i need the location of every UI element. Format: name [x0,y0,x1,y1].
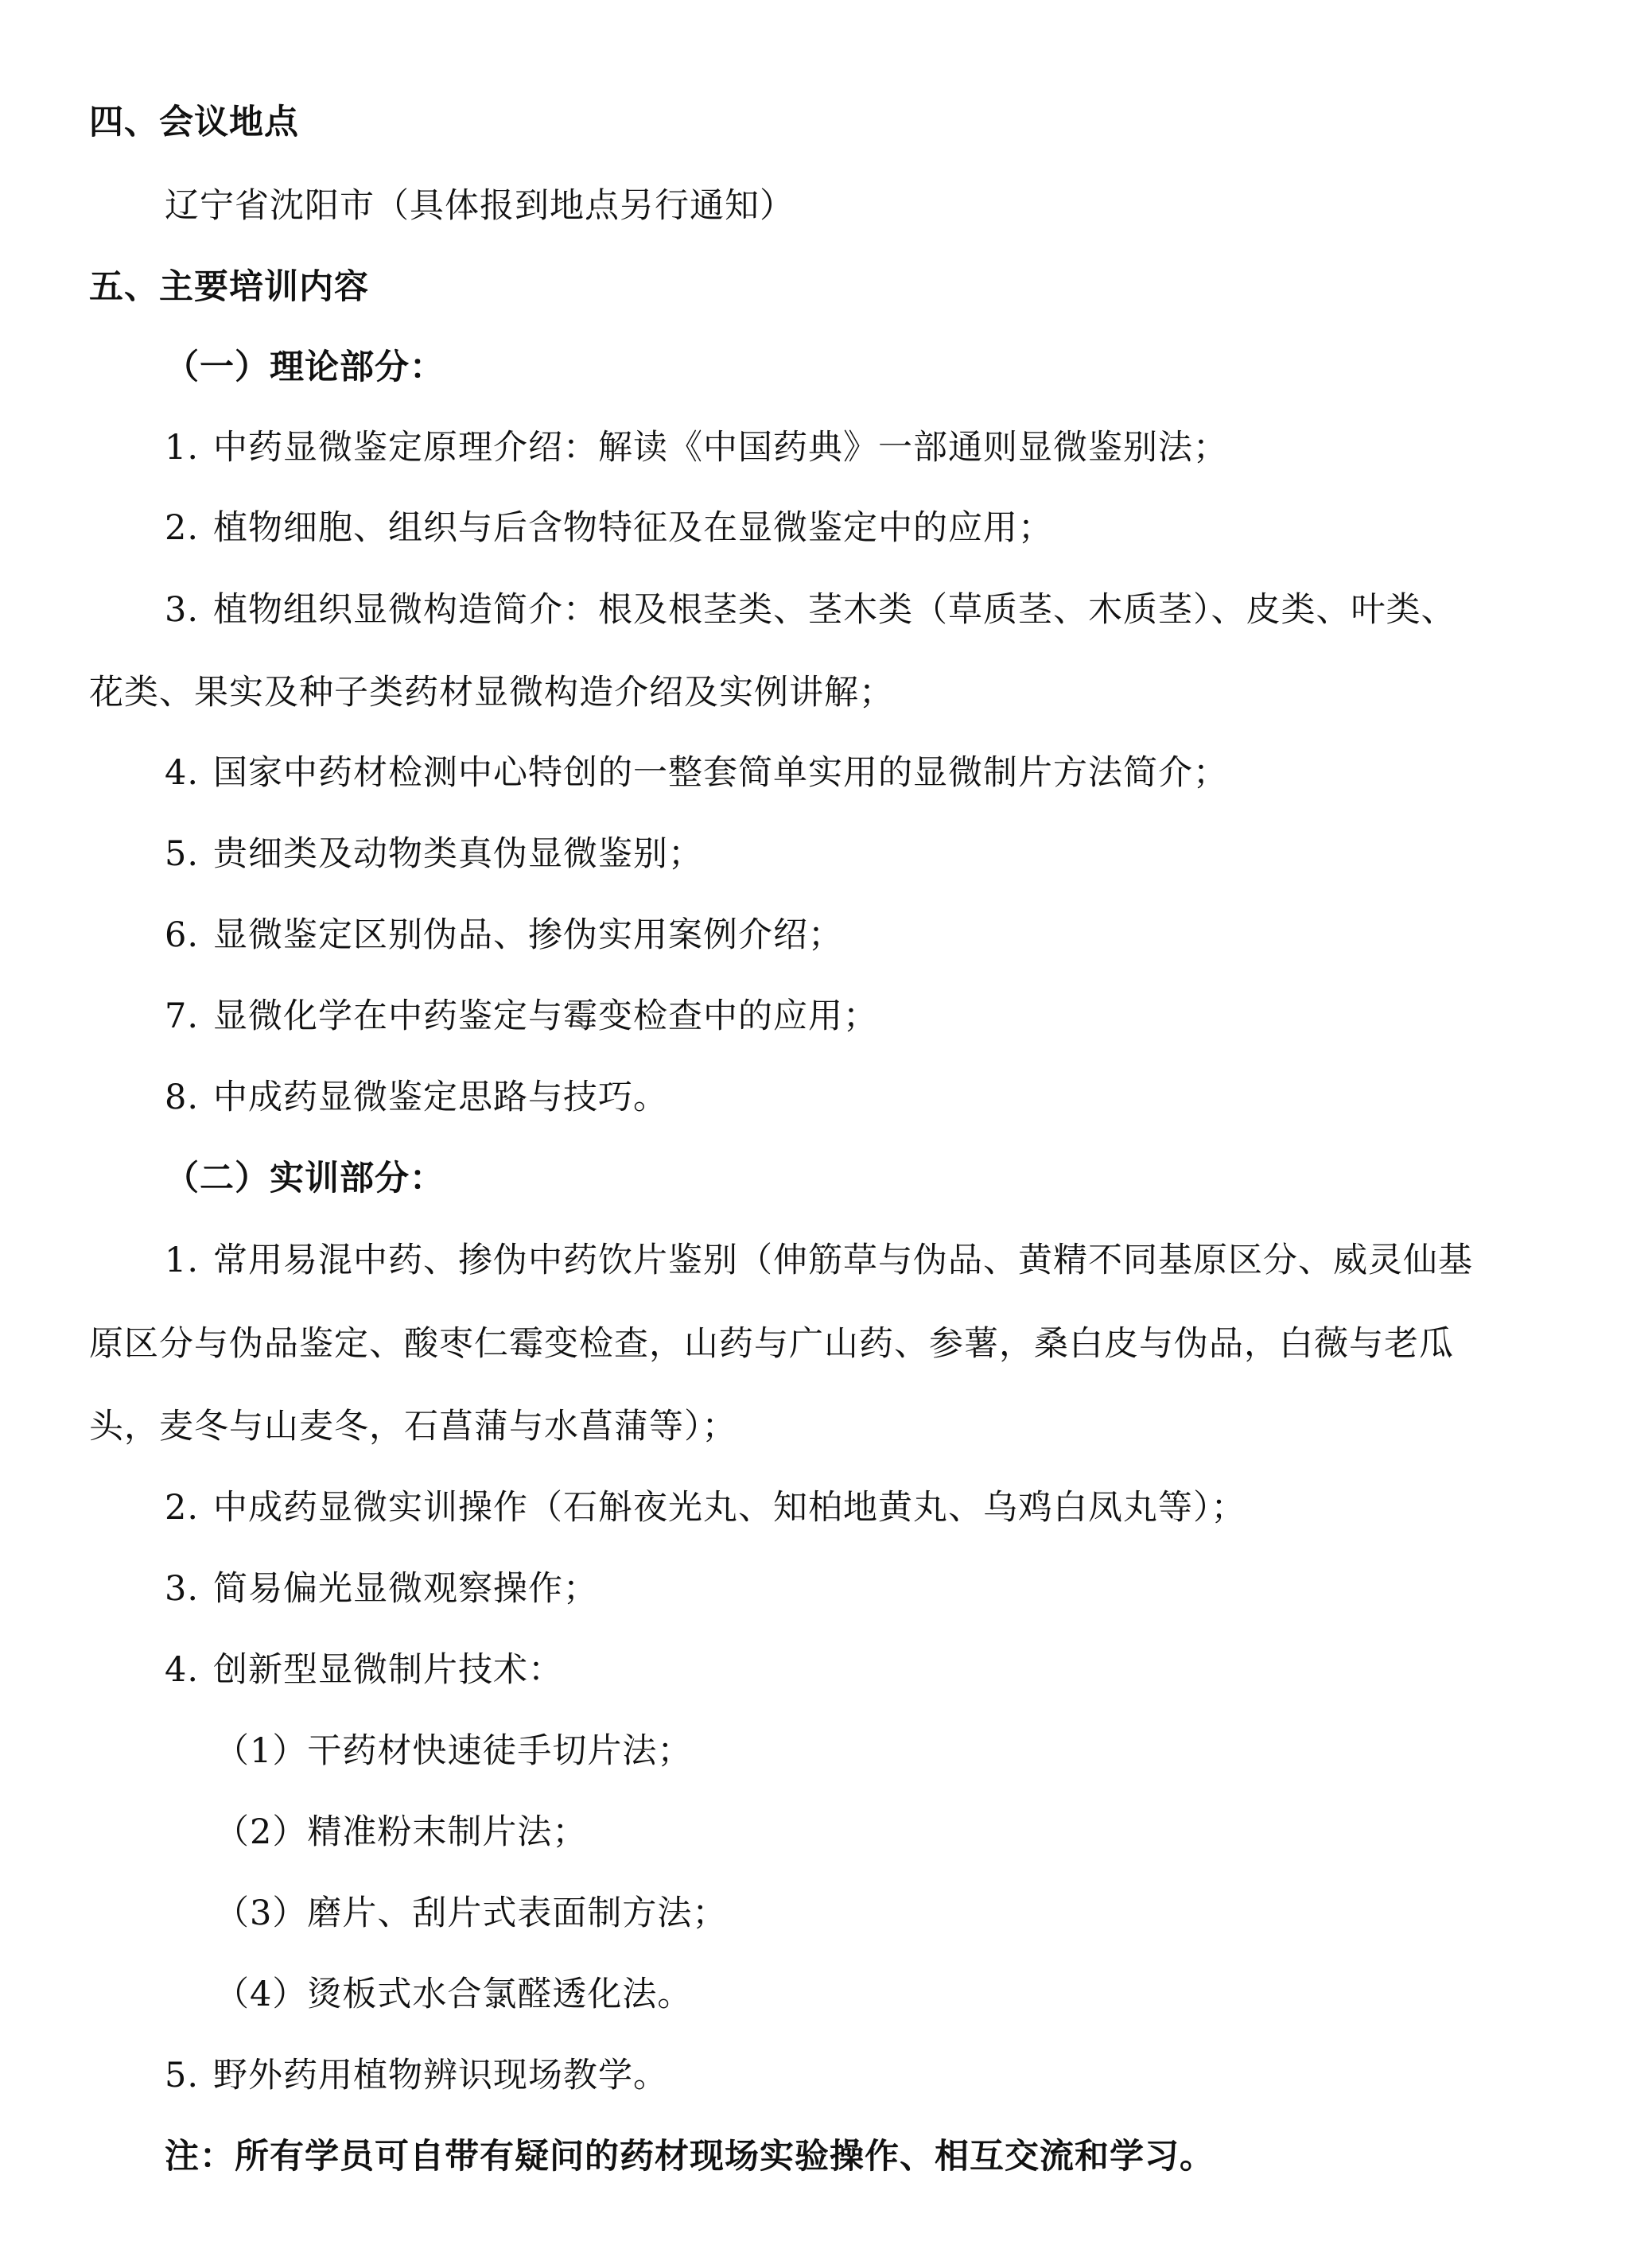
practice-item-1-continued-a: 原区分与伪品鉴定、酸枣仁霉变检查，山药与广山药、参薯，桑白皮与伪品，白薇与老瓜 [89,1324,1454,1364]
practice-item-3 [165,1565,598,1613]
item-text: 贵细类及动物类真伪显微鉴别； [213,834,704,874]
theory-item-2 [165,504,1053,552]
practice-sub-item-3: （3）磨片、刮片式表面制方法； [215,1893,728,1933]
item-number: 1. [165,1241,200,1280]
theory-item-3-continued: 花类、果实及种子类药材显微构造介绍及实例讲解； [89,673,894,713]
item-text: 中药显微鉴定原理介绍：解读《中国药典》一部通则显微鉴别法； [213,428,1229,468]
item-number: 5. [165,834,200,874]
note: 注：所有学员可自带有疑问的药材现场实验操作、相互交流和学习。 [165,2137,1215,2177]
section4-location: 辽宁省沈阳市（具体报到地点另行通知） [165,186,795,226]
item-text: 中成药显微实训操作（石斛夜光丸、知柏地黄丸、乌鸡白凤丸等）； [213,1488,1246,1528]
item-number: 3. [165,1569,200,1609]
item-number: 6. [165,915,200,955]
theory-item-3 [165,586,1456,634]
item-text: 显微鉴定区别伪品、掺伪实用案例介绍； [213,915,844,955]
section5-heading: 五、主要培训内容 [89,267,369,307]
theory-item-7 [165,992,878,1040]
item-number: 8. [165,1078,200,1117]
practice-item-1 [165,1237,1473,1284]
item-number: 4. [165,1650,200,1690]
theory-item-4 [165,749,1228,797]
item-text: 显微化学在中药鉴定与霉变检查中的应用； [213,996,879,1036]
theory-item-1 [165,424,1228,472]
item-text: 野外药用植物辨识现场教学。 [213,2056,669,2095]
item-text: 植物组织显微构造简介：根及根茎类、茎木类（草质茎、木质茎）、皮类、叶类、 [213,590,1456,630]
item-number: 5. [165,2056,200,2095]
item-text: 创新型显微制片技术： [213,1650,564,1690]
item-text: 植物细胞、组织与后含物特征及在显微鉴定中的应用； [213,508,1054,548]
item-number: 2. [165,1488,200,1528]
item-text: 常用易混中药、掺伪中药饮片鉴别（伸筋草与伪品、黄精不同基原区分、威灵仙基 [213,1241,1474,1280]
item-number: 2. [165,508,200,548]
item-number: 1. [165,428,200,468]
practice-item-2 [165,1484,1246,1532]
theory-item-8 [165,1074,668,1121]
theory-item-5 [165,830,703,878]
item-text: 国家中药材检测中心特创的一整套简单实用的显微制片方法简介； [213,753,1229,793]
theory-item-6 [165,911,843,959]
item-number: 4. [165,753,200,793]
practice-item-4 [165,1646,563,1694]
practice-item-1-continued-b: 头，麦冬与山麦冬，石菖蒲与水菖蒲等）； [89,1407,737,1447]
item-text: 简易偏光显微观察操作； [213,1569,599,1609]
theory-heading: （一）理论部分： [165,348,445,387]
item-number: 7. [165,996,200,1036]
practice-sub-item-2: （2）精准粉末制片法； [215,1812,588,1852]
practice-item-5 [165,2052,668,2099]
practice-sub-item-4: （4）烫板式水合氯醛透化法。 [215,1975,693,2014]
practice-heading: （二）实训部分： [165,1159,445,1198]
item-number: 3. [165,590,200,630]
practice-sub-item-1: （1）干药材快速徒手切片法； [215,1731,693,1771]
item-text: 中成药显微鉴定思路与技巧。 [213,1078,669,1117]
section4-heading: 四、会议地点 [89,103,299,142]
